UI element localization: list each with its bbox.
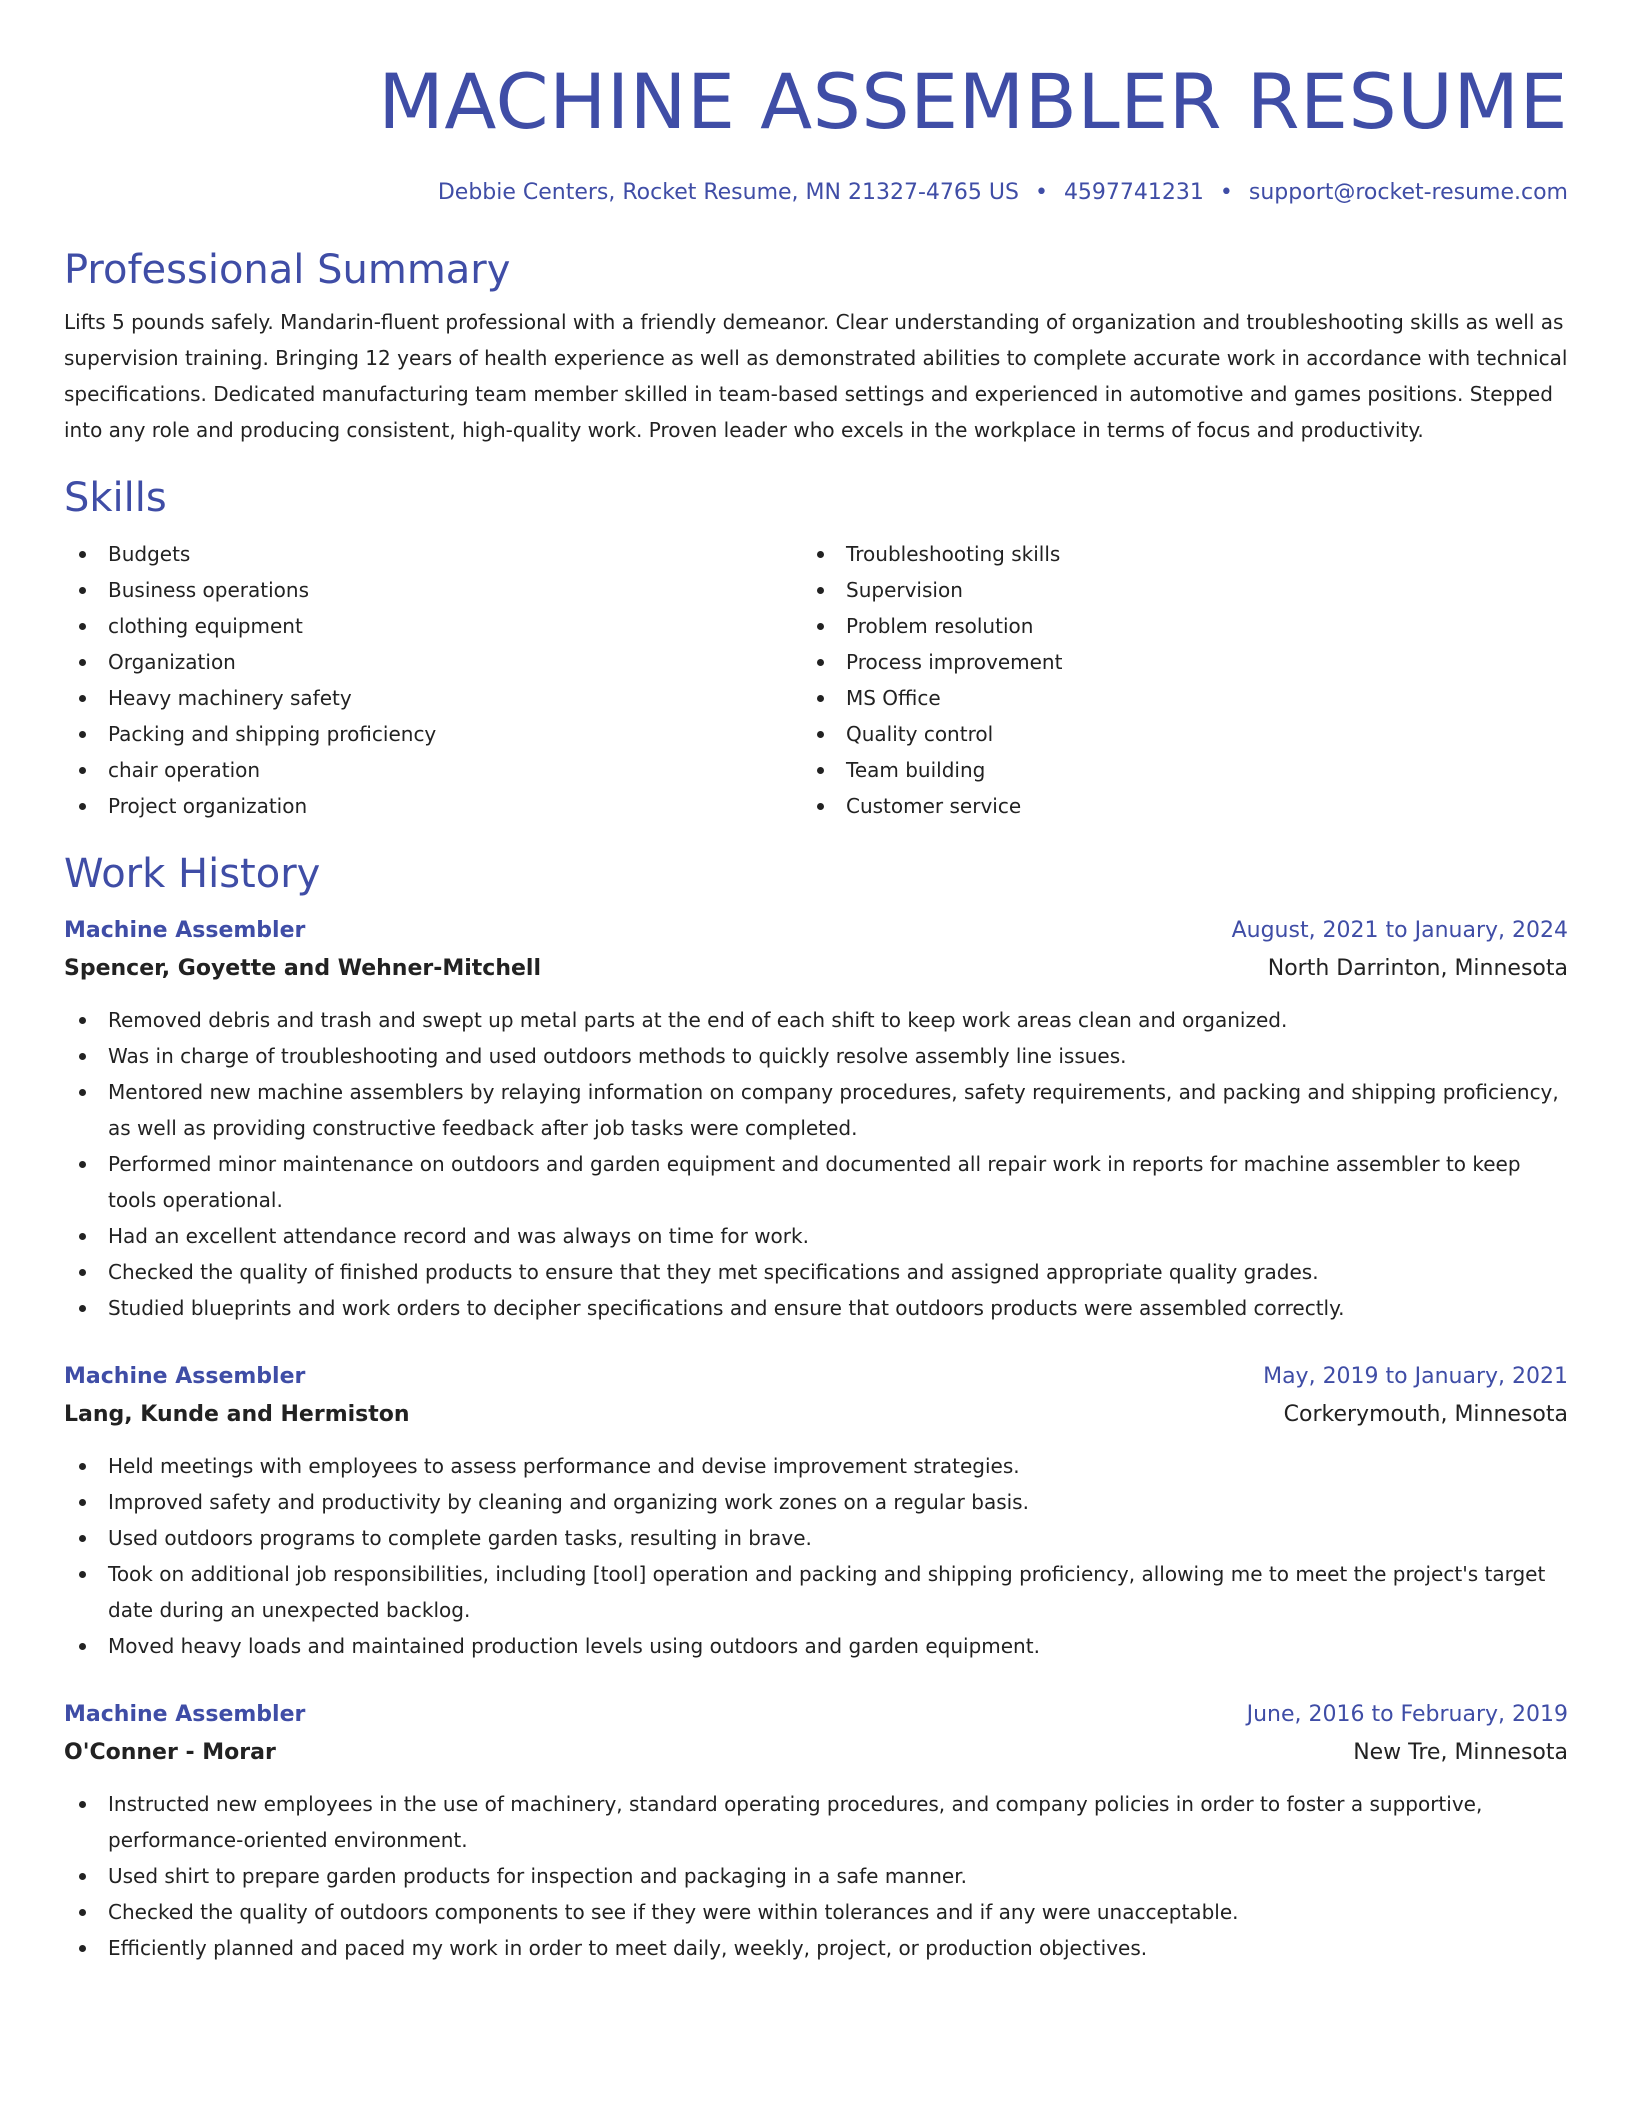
skill-item: Organization xyxy=(64,644,802,680)
duty-item: Moved heavy loads and maintained production levels using outdoors and garden equipment. xyxy=(64,1628,1568,1664)
skills-list xyxy=(64,536,1568,824)
job-duties xyxy=(64,1448,1568,1664)
job-position: Machine Assembler xyxy=(64,1702,306,1727)
duty-item: Was in charge of troubleshooting and used outdoors methods to quickly resolve assembly line issues. xyxy=(64,1038,1568,1074)
job-dates: May, 2019 to January, 2021 xyxy=(1263,1364,1568,1389)
contact-email: support@rocket-resume.com xyxy=(1248,180,1568,205)
skill-item: Troubleshooting skills xyxy=(802,536,1540,572)
job-company: O'Conner - Morar xyxy=(64,1740,276,1765)
job-position: Machine Assembler xyxy=(64,1364,306,1389)
work-history-heading: Work History xyxy=(64,851,321,897)
skill-item: Project organization xyxy=(64,788,802,824)
job-company: Lang, Kunde and Hermiston xyxy=(64,1402,410,1427)
skill-item: chair operation xyxy=(64,752,802,788)
skill-item: Packing and shipping proficiency xyxy=(64,716,802,752)
duty-item: Improved safety and productivity by cleaning and organizing work zones on a regular basis. xyxy=(64,1484,1568,1520)
job-company: Spencer, Goyette and Wehner-Mitchell xyxy=(64,956,542,981)
job-position: Machine Assembler xyxy=(64,918,306,943)
skill-item: Supervision xyxy=(802,572,1540,608)
duty-item: Checked the quality of finished products to ensure that they met specifications and assigned appropriate quality grades. xyxy=(64,1254,1568,1290)
skill-item: MS Office xyxy=(802,680,1540,716)
job-location: North Darrinton, Minnesota xyxy=(1267,956,1568,981)
job-location: Corkerymouth, Minnesota xyxy=(1283,1402,1568,1427)
duty-item: Used outdoors programs to complete garden tasks, resulting in brave. xyxy=(64,1520,1568,1556)
job-duties xyxy=(64,1786,1568,1966)
skill-item: Quality control xyxy=(802,716,1540,752)
duty-item: Removed debris and trash and swept up metal parts at the end of each shift to keep work areas clean and organized. xyxy=(64,1002,1568,1038)
skill-item: Business operations xyxy=(64,572,802,608)
duty-item: Had an excellent attendance record and was always on time for work. xyxy=(64,1218,1568,1254)
job-company-row xyxy=(64,1734,1568,1772)
job-header-row xyxy=(64,1358,1568,1396)
job-duties xyxy=(64,1002,1568,1326)
job-dates: August, 2021 to January, 2024 xyxy=(1231,918,1568,943)
duty-item: Held meetings with employees to assess performance and devise improvement strategies. xyxy=(64,1448,1568,1484)
skill-item: Customer service xyxy=(802,788,1540,824)
job-company-row xyxy=(64,1396,1568,1434)
contact-separator: • xyxy=(1219,180,1233,205)
job-header-row xyxy=(64,912,1568,950)
duty-item: Checked the quality of outdoors components to see if they were within tolerances and if any were unacceptable. xyxy=(64,1894,1568,1930)
contact-phone: 4597741231 xyxy=(1063,180,1204,205)
resume-title: MACHINE ASSEMBLER RESUME xyxy=(378,57,1568,146)
duty-item: Used shirt to prepare garden products for inspection and packaging in a safe manner. xyxy=(64,1858,1568,1894)
skills-column-left xyxy=(64,536,802,824)
job-location: New Tre, Minnesota xyxy=(1353,1740,1568,1765)
job-header-row xyxy=(64,1696,1568,1734)
contact-address: Debbie Centers, Rocket Resume, MN 21327-4765 US xyxy=(437,180,1019,205)
job-entry xyxy=(64,912,1568,1326)
duty-item: Instructed new employees in the use of machinery, standard operating procedures, and company policies in order to foster a supportive, performance-oriented environment. xyxy=(64,1786,1568,1858)
skill-item: Problem resolution xyxy=(802,608,1540,644)
summary-text: Lifts 5 pounds safely. Mandarin-fluent professional with a friendly demeanor. Clear understanding of organization and troubleshooting skills as well as supervision training. Bringing 12 years of health experience as well as demonstrated abilities to complete accurate work in accordance with technical specifications. Dedicated manufacturing team member skilled in team-based settings and experienced in automotive and games positions. Stepped into any role and producing consistent, high-quality work. Proven leader who excels in the workplace in terms of focus and productivity. xyxy=(64,310,1568,442)
skill-item: Team building xyxy=(802,752,1540,788)
skill-item: Budgets xyxy=(64,536,802,572)
skills-column-right xyxy=(802,536,1540,824)
job-entry xyxy=(64,1696,1568,1966)
duty-item: Efficiently planned and paced my work in order to meet daily, weekly, project, or production objectives. xyxy=(64,1930,1568,1966)
skills-heading: Skills xyxy=(64,475,167,521)
job-company-row xyxy=(64,950,1568,988)
duty-item: Performed minor maintenance on outdoors and garden equipment and documented all repair work in reports for machine assembler to keep tools operational. xyxy=(64,1146,1568,1218)
duty-item: Studied blueprints and work orders to decipher specifications and ensure that outdoors products were assembled correctly. xyxy=(64,1290,1568,1326)
duty-item: Mentored new machine assemblers by relaying information on company procedures, safety requirements, and packing and shipping proficiency, as well as providing constructive feedback after job tasks were completed. xyxy=(64,1074,1568,1146)
job-dates: June, 2016 to February, 2019 xyxy=(1246,1702,1568,1727)
skill-item: clothing equipment xyxy=(64,608,802,644)
job-entry xyxy=(64,1358,1568,1664)
contact-separator: • xyxy=(1034,180,1048,205)
skill-item: Heavy machinery safety xyxy=(64,680,802,716)
contact-line xyxy=(64,178,1568,208)
skill-item: Process improvement xyxy=(802,644,1540,680)
summary-heading: Professional Summary xyxy=(64,247,511,293)
duty-item: Took on additional job responsibilities, including [tool] operation and packing and shipping proficiency, allowing me to meet the project's target date during an unexpected backlog. xyxy=(64,1556,1568,1628)
